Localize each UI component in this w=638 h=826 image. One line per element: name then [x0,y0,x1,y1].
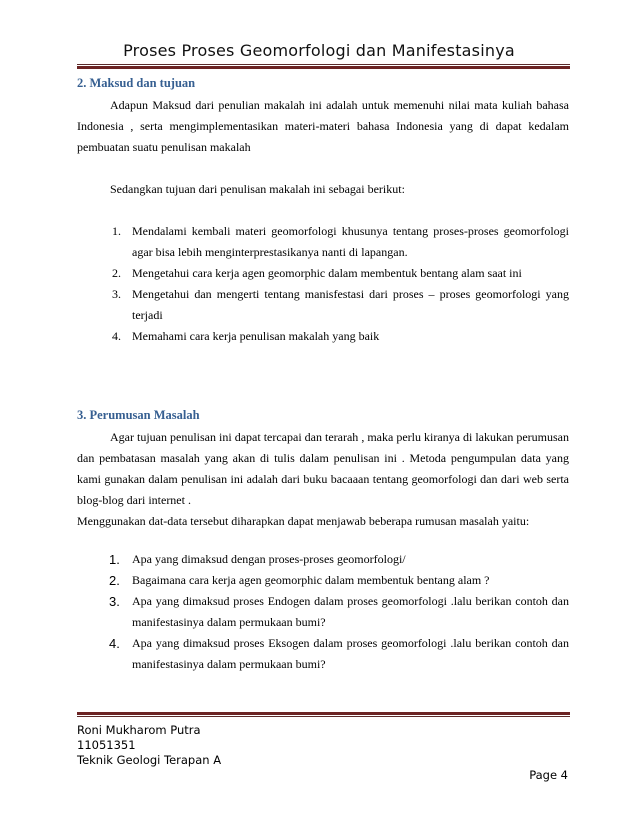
section-3-heading: 3. Perumusan Masalah [77,408,200,422]
section-3-lead: Menggunakan dat-data tersebut diharapkan dapat menjawab beberapa rumusan masalah yaitu: [77,514,530,528]
list-item [112,263,569,284]
list-number: 3. [109,594,120,609]
list-number: 2. [112,266,121,280]
list-item [112,326,569,347]
page-header-title: Proses Proses Geomorfologi dan Manifestasinya [123,41,515,60]
section-2-intro: Adapun Maksud dari penulian makalah ini adalah untuk memenuhi nilai mata kuliah bahasa Indonesia , serta mengimplementasikan materi-materi bahasa Indonesia yang di dapat kedalam pembuatan suatu penulisan makalah [77,98,569,154]
student-id: 11051351 [77,738,136,752]
list-number: 4. [109,636,120,651]
list-item [112,284,569,326]
list-text: Apa yang dimaksud dengan proses-proses geomorfologi/ [132,552,406,566]
list-text: Apa yang dimaksud proses Endogen dalam proses geomorfologi .lalu berikan contoh dan manifestasinya dalam permukaan bumi? [132,594,569,629]
list-number: 3. [112,287,121,301]
list-text: Memahami cara kerja penulisan makalah yang baik [132,329,380,343]
list-number: 1. [112,224,121,238]
list-number: 4. [112,329,121,343]
header-divider [77,64,570,69]
list-text: Apa yang dimaksud proses Eksogen dalam proses geomorfologi .lalu berikan contoh dan manifestasinya dalam permukaan bumi? [132,636,569,671]
section-2-heading: 2. Maksud dan tujuan [77,76,196,90]
list-number: 2. [109,573,120,588]
list-item [112,221,569,263]
list-text: Mendalami kembali materi geomorfologi khusunya tentang proses-proses geomorfologi agar bisa lebih menginterprestasikanya nanti di lapangan. [132,224,569,259]
department: Teknik Geologi Terapan A [77,753,222,767]
section-2-lead: Sedangkan tujuan dari penulisan makalah ini sebagai berikut: [110,182,405,196]
list-number: 1. [109,552,120,567]
list-item [109,591,569,633]
page-number: Page 4 [529,768,568,782]
list-item [109,570,569,591]
list-item [109,633,569,675]
list-text: Mengetahui dan mengerti tentang manisfestasi dari proses – proses geomorfologi yang terjadi [132,287,569,322]
list-text: Bagaimana cara kerja agen geomorphic dalam membentuk bentang alam ? [132,573,490,587]
author-name: Roni Mukharom Putra [77,723,201,737]
list-item [109,549,569,570]
page-footer [77,723,221,768]
section-3-paragraph: Agar tujuan penulisan ini dapat tercapai dan terarah , maka perlu kiranya di lakukan perumusan dan pembatasan masalah yang akan di tulis dalam penulisan ini . Metoda pengumpulan data yang kami gunakan dalam penulisan ini adalah dari buku bacaaan tentang geomorfologi dan dari web serta blog-blog dari internet . [77,430,569,507]
list-text: Mengetahui cara kerja agen geomorphic dalam membentuk bentang alam saat ini [132,266,522,280]
footer-divider [77,712,570,717]
